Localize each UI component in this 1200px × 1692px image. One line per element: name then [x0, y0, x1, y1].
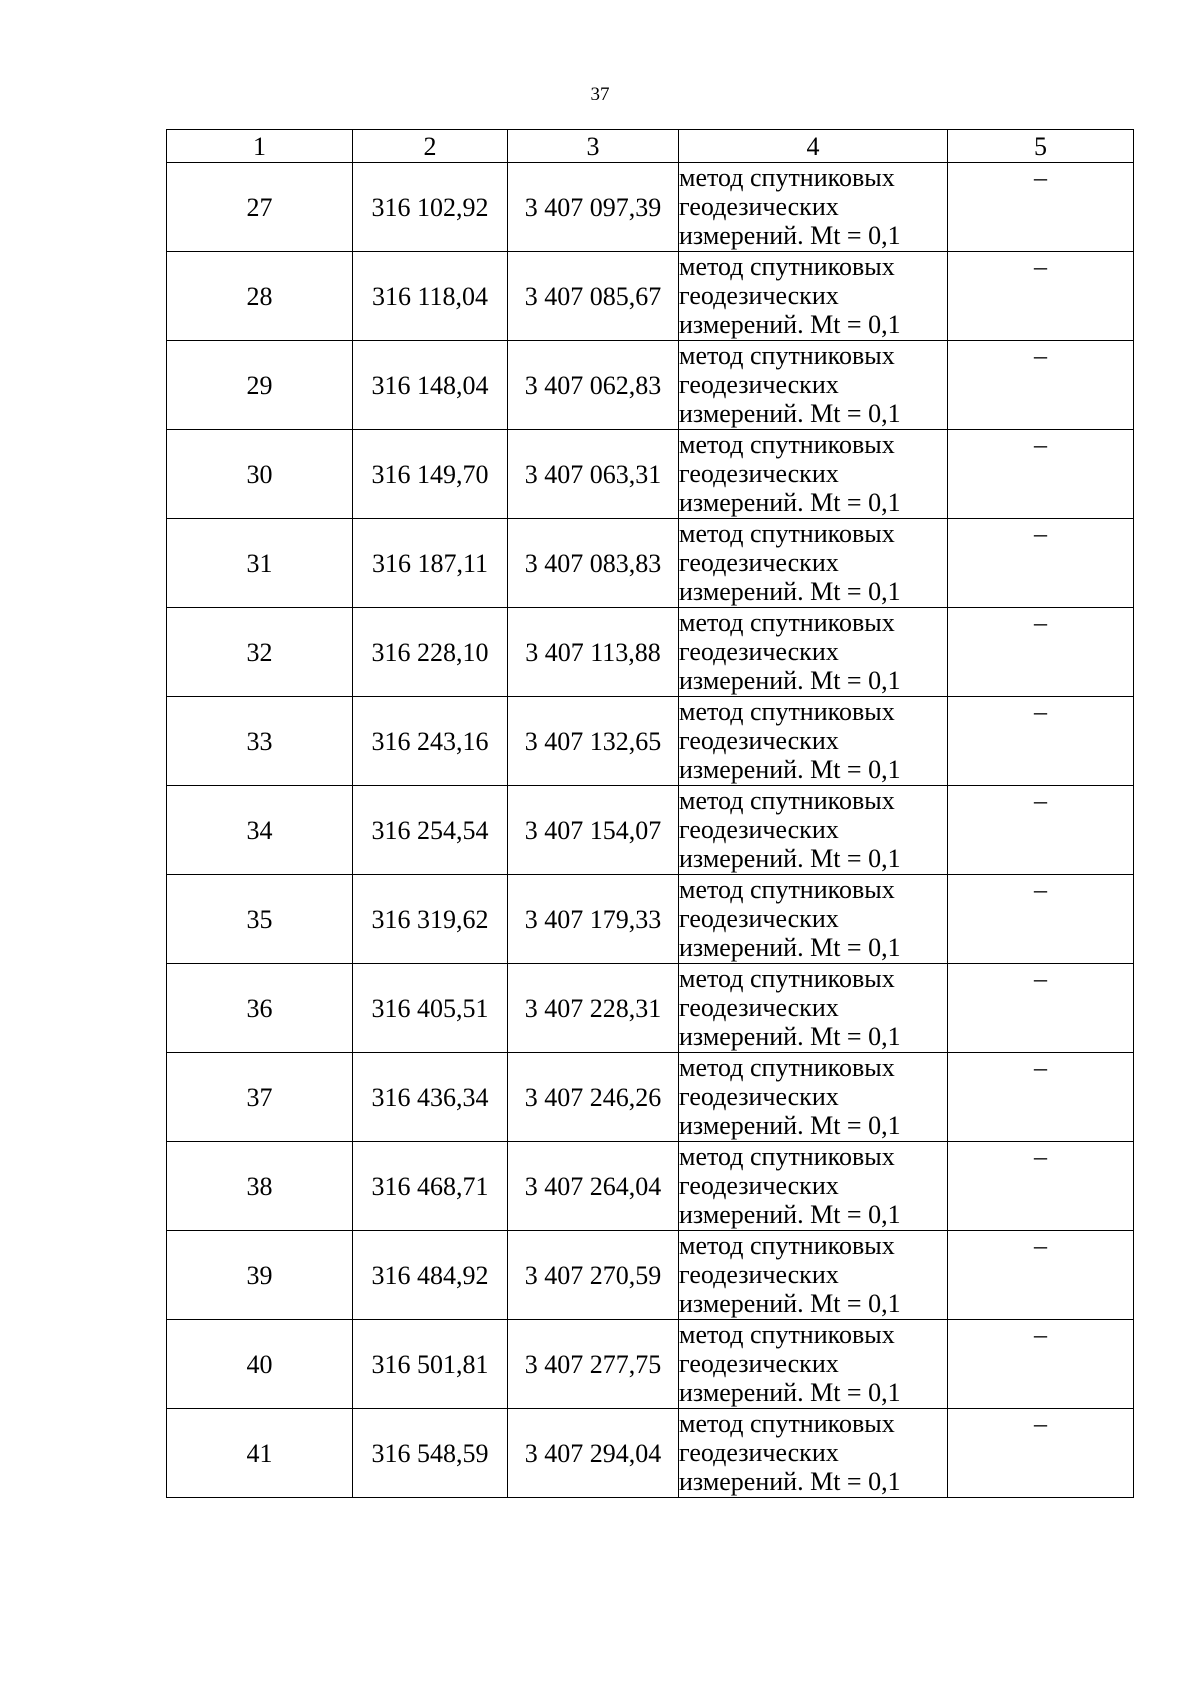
- method-line: геодезических: [679, 904, 839, 933]
- note-cell: –: [948, 1409, 1134, 1498]
- method-cell: [679, 608, 948, 697]
- y-coordinate-cell: 3 407 228,31: [508, 964, 679, 1053]
- method-line: геодезических: [679, 815, 839, 844]
- method-line: метод спутниковых: [679, 697, 895, 726]
- x-coordinate-cell: 316 148,04: [353, 341, 508, 430]
- point-number-cell: 27: [167, 163, 353, 252]
- method-cell: [679, 1142, 948, 1231]
- method-line: метод спутниковых: [679, 786, 895, 815]
- method-line: измерений. Mt = 0,1: [679, 1022, 901, 1051]
- table-row: [167, 786, 1134, 875]
- page-number: 37: [590, 84, 610, 105]
- method-line: измерений. Mt = 0,1: [679, 933, 901, 962]
- note-cell: –: [948, 875, 1134, 964]
- method-cell: [679, 430, 948, 519]
- coordinates-table: [166, 129, 1134, 1498]
- method-line: метод спутниковых: [679, 430, 895, 459]
- note-cell: –: [948, 608, 1134, 697]
- table-row: [167, 1320, 1134, 1409]
- point-number-cell: 32: [167, 608, 353, 697]
- x-coordinate-cell: 316 319,62: [353, 875, 508, 964]
- y-coordinate-cell: 3 407 179,33: [508, 875, 679, 964]
- method-line: метод спутниковых: [679, 1320, 895, 1349]
- method-cell: [679, 163, 948, 252]
- method-line: измерений. Mt = 0,1: [679, 666, 901, 695]
- note-cell: –: [948, 964, 1134, 1053]
- method-line: геодезических: [679, 1438, 839, 1467]
- method-cell: [679, 519, 948, 608]
- note-cell: –: [948, 430, 1134, 519]
- table-row: [167, 1409, 1134, 1498]
- method-cell: [679, 341, 948, 430]
- method-line: метод спутниковых: [679, 1053, 895, 1082]
- note-cell: –: [948, 697, 1134, 786]
- table-row: [167, 875, 1134, 964]
- method-line: измерений. Mt = 0,1: [679, 755, 901, 784]
- method-cell: [679, 875, 948, 964]
- method-line: геодезических: [679, 459, 839, 488]
- x-coordinate-cell: 316 118,04: [353, 252, 508, 341]
- point-number-cell: 36: [167, 964, 353, 1053]
- table-row: [167, 964, 1134, 1053]
- method-line: геодезических: [679, 1082, 839, 1111]
- note-cell: –: [948, 786, 1134, 875]
- y-coordinate-cell: 3 407 085,67: [508, 252, 679, 341]
- x-coordinate-cell: 316 254,54: [353, 786, 508, 875]
- point-number-cell: 28: [167, 252, 353, 341]
- y-coordinate-cell: 3 407 246,26: [508, 1053, 679, 1142]
- x-coordinate-cell: 316 102,92: [353, 163, 508, 252]
- method-line: метод спутниковых: [679, 252, 895, 281]
- method-cell: [679, 786, 948, 875]
- method-line: метод спутниковых: [679, 875, 895, 904]
- method-cell: [679, 1053, 948, 1142]
- method-line: измерений. Mt = 0,1: [679, 399, 901, 428]
- point-number-cell: 35: [167, 875, 353, 964]
- table-row: [167, 519, 1134, 608]
- method-line: метод спутниковых: [679, 964, 895, 993]
- method-line: геодезических: [679, 1171, 839, 1200]
- note-cell: –: [948, 1231, 1134, 1320]
- method-line: измерений. Mt = 0,1: [679, 488, 901, 517]
- table-row: [167, 608, 1134, 697]
- method-line: измерений. Mt = 0,1: [679, 1111, 901, 1140]
- table-row: [167, 430, 1134, 519]
- note-cell: –: [948, 252, 1134, 341]
- x-coordinate-cell: 316 187,11: [353, 519, 508, 608]
- column-header: 3: [508, 130, 679, 163]
- method-line: метод спутниковых: [679, 608, 895, 637]
- note-cell: –: [948, 341, 1134, 430]
- y-coordinate-cell: 3 407 113,88: [508, 608, 679, 697]
- y-coordinate-cell: 3 407 270,59: [508, 1231, 679, 1320]
- x-coordinate-cell: 316 405,51: [353, 964, 508, 1053]
- method-line: геодезических: [679, 637, 839, 666]
- method-line: метод спутниковых: [679, 341, 895, 370]
- table-body: [167, 163, 1134, 1498]
- method-line: метод спутниковых: [679, 519, 895, 548]
- method-line: измерений. Mt = 0,1: [679, 221, 901, 250]
- x-coordinate-cell: 316 468,71: [353, 1142, 508, 1231]
- y-coordinate-cell: 3 407 294,04: [508, 1409, 679, 1498]
- table-row: [167, 1142, 1134, 1231]
- method-line: измерений. Mt = 0,1: [679, 577, 901, 606]
- column-header: 2: [353, 130, 508, 163]
- method-line: метод спутниковых: [679, 1231, 895, 1260]
- y-coordinate-cell: 3 407 097,39: [508, 163, 679, 252]
- method-line: геодезических: [679, 993, 839, 1022]
- x-coordinate-cell: 316 484,92: [353, 1231, 508, 1320]
- table-row: [167, 1231, 1134, 1320]
- point-number-cell: 41: [167, 1409, 353, 1498]
- table-row: [167, 1053, 1134, 1142]
- x-coordinate-cell: 316 243,16: [353, 697, 508, 786]
- method-line: геодезических: [679, 281, 839, 310]
- point-number-cell: 40: [167, 1320, 353, 1409]
- table-header-row: [167, 130, 1134, 163]
- x-coordinate-cell: 316 228,10: [353, 608, 508, 697]
- method-line: метод спутниковых: [679, 163, 895, 192]
- table-row: [167, 341, 1134, 430]
- point-number-cell: 38: [167, 1142, 353, 1231]
- x-coordinate-cell: 316 501,81: [353, 1320, 508, 1409]
- method-line: измерений. Mt = 0,1: [679, 1467, 901, 1496]
- method-line: измерений. Mt = 0,1: [679, 1289, 901, 1318]
- column-header: 1: [167, 130, 353, 163]
- x-coordinate-cell: 316 548,59: [353, 1409, 508, 1498]
- method-line: геодезических: [679, 1260, 839, 1289]
- table-row: [167, 697, 1134, 786]
- point-number-cell: 29: [167, 341, 353, 430]
- method-line: измерений. Mt = 0,1: [679, 1378, 901, 1407]
- point-number-cell: 37: [167, 1053, 353, 1142]
- method-line: геодезических: [679, 726, 839, 755]
- method-line: геодезических: [679, 548, 839, 577]
- method-cell: [679, 1231, 948, 1320]
- method-line: измерений. Mt = 0,1: [679, 310, 901, 339]
- y-coordinate-cell: 3 407 277,75: [508, 1320, 679, 1409]
- point-number-cell: 39: [167, 1231, 353, 1320]
- y-coordinate-cell: 3 407 063,31: [508, 430, 679, 519]
- x-coordinate-cell: 316 436,34: [353, 1053, 508, 1142]
- note-cell: –: [948, 1142, 1134, 1231]
- column-header: 4: [679, 130, 948, 163]
- column-header: 5: [948, 130, 1134, 163]
- point-number-cell: 31: [167, 519, 353, 608]
- method-line: метод спутниковых: [679, 1142, 895, 1171]
- y-coordinate-cell: 3 407 154,07: [508, 786, 679, 875]
- method-cell: [679, 1320, 948, 1409]
- y-coordinate-cell: 3 407 083,83: [508, 519, 679, 608]
- method-cell: [679, 252, 948, 341]
- point-number-cell: 34: [167, 786, 353, 875]
- table-row: [167, 163, 1134, 252]
- method-cell: [679, 697, 948, 786]
- method-line: геодезических: [679, 1349, 839, 1378]
- method-line: геодезических: [679, 370, 839, 399]
- y-coordinate-cell: 3 407 132,65: [508, 697, 679, 786]
- point-number-cell: 30: [167, 430, 353, 519]
- method-cell: [679, 1409, 948, 1498]
- table-row: [167, 252, 1134, 341]
- y-coordinate-cell: 3 407 264,04: [508, 1142, 679, 1231]
- x-coordinate-cell: 316 149,70: [353, 430, 508, 519]
- y-coordinate-cell: 3 407 062,83: [508, 341, 679, 430]
- method-line: измерений. Mt = 0,1: [679, 844, 901, 873]
- method-line: измерений. Mt = 0,1: [679, 1200, 901, 1229]
- note-cell: –: [948, 519, 1134, 608]
- method-line: геодезических: [679, 192, 839, 221]
- note-cell: –: [948, 1053, 1134, 1142]
- note-cell: –: [948, 1320, 1134, 1409]
- method-line: метод спутниковых: [679, 1409, 895, 1438]
- note-cell: –: [948, 163, 1134, 252]
- method-cell: [679, 964, 948, 1053]
- point-number-cell: 33: [167, 697, 353, 786]
